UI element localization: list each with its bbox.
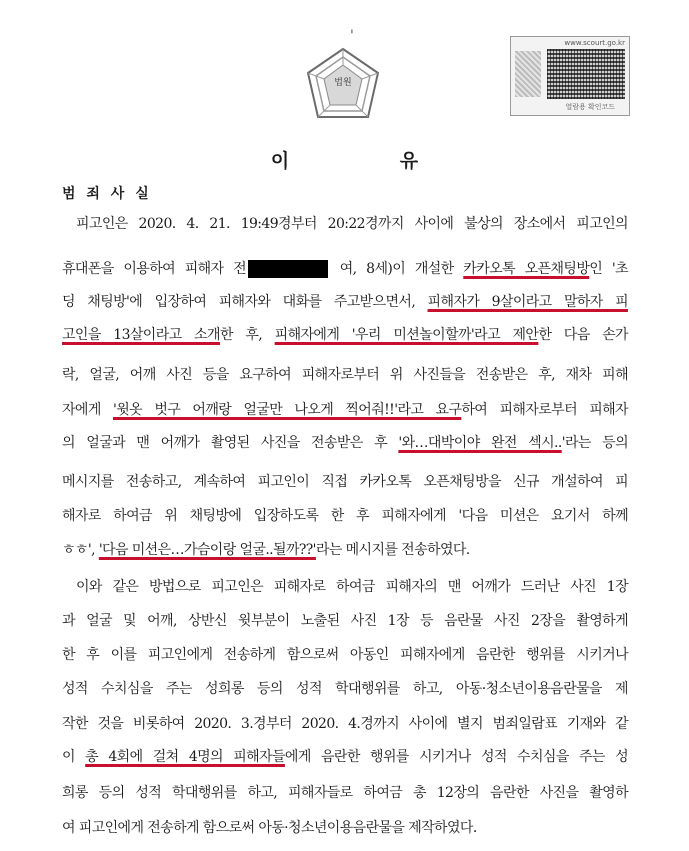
emblem-label: 법원	[334, 78, 352, 88]
page-title: 이 유	[270, 150, 471, 172]
qr-pattern	[515, 51, 541, 97]
body-text-segment: 여 피고인에게 전송하게 함으로써 아동·청소년이용음란물을 제작하였다.	[62, 820, 477, 836]
body-text-segment: 라는 메시지를 전송하였다.	[315, 542, 470, 558]
highlighted-text: 총 4회에 걸쳐 4명의 피해자들	[85, 749, 285, 765]
verification-qr-code	[510, 36, 630, 116]
highlighted-text: 피해자가 9살이라고 말하자 피	[427, 294, 628, 310]
redaction-bar	[248, 260, 328, 278]
highlighted-text: '윗옷 벗구 어깨랑 얼굴만 나오게 찍어줘!!'라고 요구	[113, 402, 462, 418]
highlighted-text: 고인을 13살이라고 소개	[62, 327, 220, 343]
body-line	[62, 292, 628, 312]
body-line	[62, 259, 628, 279]
court-emblem-icon	[302, 45, 384, 123]
body-text-segment: 이	[62, 749, 86, 765]
body-line	[62, 506, 628, 526]
body-text-segment: 해자로 하여금 위 채팅방에 입장하도록 한 후 피해자에게 '다음 미션은 요기서 하께	[62, 508, 628, 524]
body-line	[62, 818, 628, 838]
body-text-segment: 휴대폰을 이용하여 피해자 전	[62, 261, 247, 277]
highlighted-text: 카카오톡 오픈채팅방	[463, 261, 590, 277]
body-text-segment: 이와 같은 방법으로 피고인은 피해자로 하여금 피해자의 맨 어깨가 드러난 사진 1장	[76, 579, 628, 595]
body-line	[62, 645, 628, 665]
body-text-segment: 딩 채팅방'에 입장하여 피해자와 대화를 주고받으면서,	[62, 294, 428, 310]
section-heading: 범 죄 사 실	[62, 186, 152, 202]
body-line	[62, 611, 628, 631]
body-line	[62, 540, 628, 560]
body-text-segment: 인 '초	[589, 261, 629, 277]
body-line	[62, 433, 628, 453]
body-text-segment: 의 얼굴과 맨 어깨가 촬영된 사진을 전송받은 후	[62, 435, 399, 451]
body-text-segment: 한 후 이를 피고인에게 전송하게 함으로써 아동인 피해자에게 음란한 행위를 시키거나	[62, 647, 628, 663]
body-text-segment: 에게 음란한 행위를 시키거나 성적 수치심을 주는 성	[284, 749, 629, 765]
body-line	[62, 214, 628, 234]
body-text-segment: 한 다음 손가	[538, 327, 628, 343]
body-text-segment: 하여 피해자로부터 피해자	[461, 402, 628, 418]
body-text-segment: 메시지를 전송하고, 계속하여 피고인이 직접 카카오톡 오픈채팅방을 신규 개설하여 피	[62, 474, 628, 490]
highlighted-text: '다음 미션은…가슴이랑 얼굴..될까??'	[98, 542, 316, 558]
body-text-segment: 피고인은 2020. 4. 21. 19:49경부터 20:22경까지 사이에 불상의 장소에서 피고인의	[76, 216, 628, 232]
body-line	[62, 714, 628, 734]
body-text-segment: 자에게	[62, 402, 113, 418]
body-text-segment: 락, 얼굴, 어깨 사진 등을 요구하여 피해자로부터 위 사진들을 전송받은 후, 재차 피해	[62, 367, 628, 383]
body-text-segment: 작한 것을 비롯하여 2020. 3.경부터 2020. 4.경까지 사이에 별지 범죄일람표 기재와 같	[62, 716, 628, 732]
body-line	[62, 325, 628, 345]
body-line	[62, 679, 628, 699]
scan-mark: '	[350, 28, 354, 44]
qr-url: www.scourt.go.kr	[564, 39, 625, 47]
body-text-segment: '라는 등의	[561, 435, 628, 451]
body-line	[62, 472, 628, 492]
qr-caption: 열람용 확인코드	[565, 103, 615, 111]
body-text-segment: 희롱 등의 성적 학대행위를 하고, 피해자들로 하여금 총 12장의 음란한 사진을 촬영하	[62, 785, 628, 801]
body-line	[62, 783, 628, 803]
qr-code-icon	[547, 49, 625, 99]
highlighted-text: '와…대박이야 완전 섹시..	[398, 435, 562, 451]
body-line	[62, 365, 628, 385]
highlighted-text: 피해자에게 '우리 미션놀이할까'라고 제안	[274, 327, 539, 343]
body-line	[62, 577, 628, 597]
body-text-segment: 여, 8세)이 개설한	[330, 261, 464, 277]
body-line	[62, 400, 628, 420]
body-line	[62, 747, 628, 767]
body-text-segment: 성적 수치심을 주는 성희롱 등의 성적 학대행위를 하고, 아동·청소년이용음란물을 제	[62, 681, 628, 697]
body-text-segment: 과 얼굴 및 어깨, 상반신 윗부분이 노출된 사진 1장 등 음란물 사진 2장을 촬영하게	[62, 613, 628, 629]
body-text-segment: ㅎㅎ',	[62, 542, 99, 558]
body-text-segment: 한 후,	[219, 327, 275, 343]
